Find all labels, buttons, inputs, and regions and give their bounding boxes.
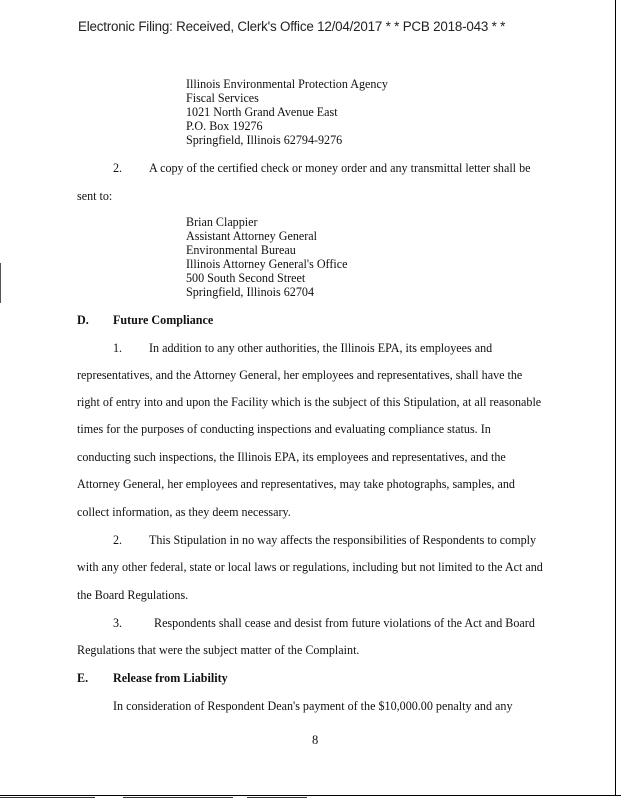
paragraph-number: 2. — [113, 161, 123, 175]
paragraph-text: representatives, and the Attorney General, her employees and representatives, shall have the — [77, 368, 523, 382]
paragraph-text: This Stipulation in no way affects the responsibilities of Respondents to comply — [149, 533, 537, 547]
paragraph-text: with any other federal, state or local laws or regulations, including but not limited to the Act and — [77, 560, 543, 574]
paragraph-number: 2. — [113, 533, 123, 547]
paragraph-text: In consideration of Respondent Dean's payment of the $10,000.00 penalty and any — [113, 699, 513, 713]
paragraph-text: A copy of the certified check or money order and any transmittal letter shall be — [149, 161, 531, 175]
section-d-letter: D. — [77, 313, 89, 327]
paragraph-text: times for the purposes of conducting inspections and evaluating compliance status. In — [77, 422, 491, 436]
paragraph-text: right of entry into and upon the Facility which is the subject of this Stipulation, at all reasonable — [77, 395, 542, 409]
electronic-filing-header: Electronic Filing: Received, Clerk's Office 12/04/2017 * * PCB 2018-043 * * — [78, 19, 506, 34]
paragraph-number: 3. — [113, 616, 123, 630]
section-d-heading: Future Compliance — [113, 313, 214, 327]
address-line: Fiscal Services — [186, 91, 259, 105]
address-line: Brian Clappier — [186, 215, 258, 229]
paragraph-text: sent to: — [77, 189, 113, 203]
scan-border-right — [615, 0, 616, 795]
scan-mark — [247, 797, 307, 798]
scan-mark — [123, 797, 233, 798]
paragraph-text: In addition to any other authorities, the Illinois EPA, its employees and — [149, 341, 493, 355]
paragraph-text: Attorney General, her employees and representatives, may take photographs, samples, and — [77, 477, 515, 491]
address-line: 500 South Second Street — [186, 271, 306, 285]
page-number: 8 — [312, 733, 319, 747]
paragraph-text: the Board Regulations. — [77, 588, 189, 602]
address-line: P.O. Box 19276 — [186, 119, 263, 133]
paragraph-text: conducting such inspections, the Illinois EPA, its employees and representatives, and the — [77, 450, 506, 464]
address-line: Springfield, Illinois 62704 — [186, 285, 314, 299]
address-line: 1021 North Grand Avenue East — [186, 105, 338, 119]
section-e-letter: E. — [77, 671, 89, 685]
paragraph-text: collect information, as they deem necessary. — [77, 505, 291, 519]
scan-border-bottom — [0, 795, 621, 796]
scan-mark — [0, 263, 1, 303]
address-line: Springfield, Illinois 62794-9276 — [186, 133, 343, 147]
paragraph-text: Regulations that were the subject matter of the Complaint. — [77, 643, 360, 657]
address-line: Assistant Attorney General — [186, 229, 317, 243]
scan-mark — [0, 797, 95, 798]
section-e-heading: Release from Liability — [113, 671, 228, 685]
address-line: Illinois Environmental Protection Agency — [186, 77, 388, 91]
paragraph-text: Respondents shall cease and desist from future violations of the Act and Board — [154, 616, 535, 630]
paragraph-number: 1. — [113, 341, 123, 355]
address-line: Environmental Bureau — [186, 243, 296, 257]
address-line: Illinois Attorney General's Office — [186, 257, 348, 271]
